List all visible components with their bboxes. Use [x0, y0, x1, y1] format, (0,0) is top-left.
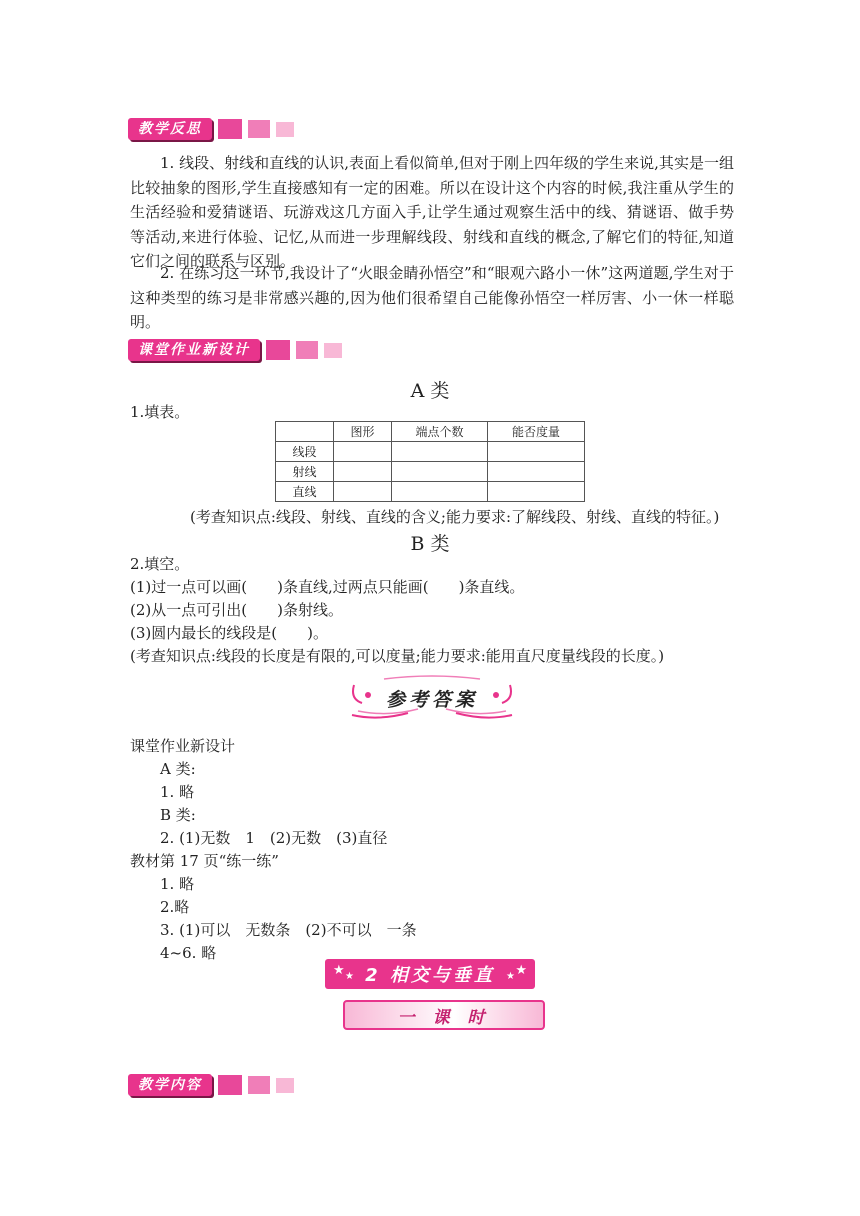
reflection-paragraph-1: 1. 线段、射线和直线的认识,表面上看似简单,但对于刚上四年级的学生来说,其实是一组比较抽象的图形,学生直接感知有一定的困难。所以在设计这个内容的时候,我注重从学生的生活经验和爱猜谜语、玩游戏这几方面入手,让学生通过观察生活中的线、猜谜语、做手势等活动,来进行体验、记忆,从而进一步理解线段、射线和直线的概念,了解它们的特征,知道它们之间的联系与区别。: [130, 154, 734, 270]
answer-line: 1. 略: [160, 783, 195, 801]
row-label: 直线: [276, 482, 334, 502]
chapter-banner: [325, 959, 535, 989]
section-header-reflection: [128, 116, 294, 142]
chapter-title: 2 相交与垂直: [365, 965, 495, 986]
decor-square: [248, 1076, 270, 1094]
decor-square: [276, 1078, 294, 1093]
decor-square: [266, 340, 290, 360]
lesson-banner: [343, 1000, 545, 1030]
table-header-cell: 能否度量: [488, 422, 585, 442]
question-1: 1.填表。: [130, 403, 190, 421]
section-header-homework: [128, 337, 342, 363]
category-b-title: B 类: [410, 533, 450, 555]
question-2-2: (2)从一点可引出( )条射线。: [130, 601, 343, 619]
question-2-1: (1)过一点可以画( )条直线,过两点只能画( )条直线。: [130, 578, 525, 596]
decor-square: [296, 341, 318, 359]
note-1: (考查知识点:线段、射线、直线的含义;能力要求:了解线段、射线、直线的特征。): [190, 508, 720, 526]
section-label: 教学反思: [128, 118, 212, 140]
decor-square: [276, 122, 294, 137]
table-header-cell: 图形: [334, 422, 392, 442]
star-icon: ★: [506, 971, 515, 982]
decor-square: [218, 1075, 242, 1095]
note-2: (考查知识点:线段的长度是有限的,可以度量;能力要求:能用直尺度量线段的长度。): [130, 647, 665, 665]
blank-cell: [392, 442, 488, 462]
decor-square: [324, 343, 342, 358]
decor-square: [218, 119, 242, 139]
section-label: 课堂作业新设计: [128, 339, 260, 361]
table-header-cell: [276, 422, 334, 442]
reflection-paragraph-2: 2. 在练习这一环节,我设计了“火眼金睛孙悟空”和“眼观六路小一休”这两道题,学生对于这种类型的练习是非常感兴趣的,因为他们很希望自己能像孙悟空一样厉害、小一休一样聪明。: [130, 264, 734, 331]
blank-cell: [334, 442, 392, 462]
table-header-cell: 端点个数: [392, 422, 488, 442]
blank-cell: [392, 482, 488, 502]
fill-table: [275, 421, 585, 502]
table-row: [276, 462, 585, 482]
blank-cell: [488, 442, 585, 462]
row-label: 线段: [276, 442, 334, 462]
answer-line: 教材第 17 页“练一练”: [130, 852, 279, 870]
table-header-row: [276, 422, 585, 442]
star-icon: ★: [345, 971, 354, 982]
row-label: 射线: [276, 462, 334, 482]
answer-line: 课堂作业新设计: [130, 737, 236, 755]
answer-line: 2. (1)无数 1 (2)无数 (3)直径: [160, 829, 388, 847]
answer-banner-title: 参考答案: [385, 688, 478, 711]
answer-line: B 类:: [160, 806, 196, 824]
section-label: 教学内容: [128, 1074, 212, 1096]
answer-line: A 类:: [160, 760, 196, 778]
blank-cell: [334, 462, 392, 482]
lesson-title: 一 课 时: [397, 1007, 491, 1028]
question-2: 2.填空。: [130, 555, 190, 573]
blank-cell: [392, 462, 488, 482]
star-icon: ★: [515, 963, 527, 978]
answer-banner: [348, 673, 516, 723]
category-a-title: A 类: [410, 380, 450, 402]
table-row: [276, 442, 585, 462]
answer-line: 2.略: [160, 898, 190, 916]
question-2-3: (3)圆内最长的线段是( )。: [130, 624, 328, 642]
answer-line: 4~6. 略: [160, 944, 217, 962]
blank-cell: [488, 462, 585, 482]
blank-cell: [488, 482, 585, 502]
section-header-content: [128, 1072, 294, 1098]
answer-line: 1. 略: [160, 875, 195, 893]
decor-square: [248, 120, 270, 138]
table-row: [276, 482, 585, 502]
blank-cell: [334, 482, 392, 502]
star-icon: ★: [333, 963, 345, 978]
answer-line: 3. (1)可以 无数条 (2)不可以 一条: [160, 921, 417, 939]
